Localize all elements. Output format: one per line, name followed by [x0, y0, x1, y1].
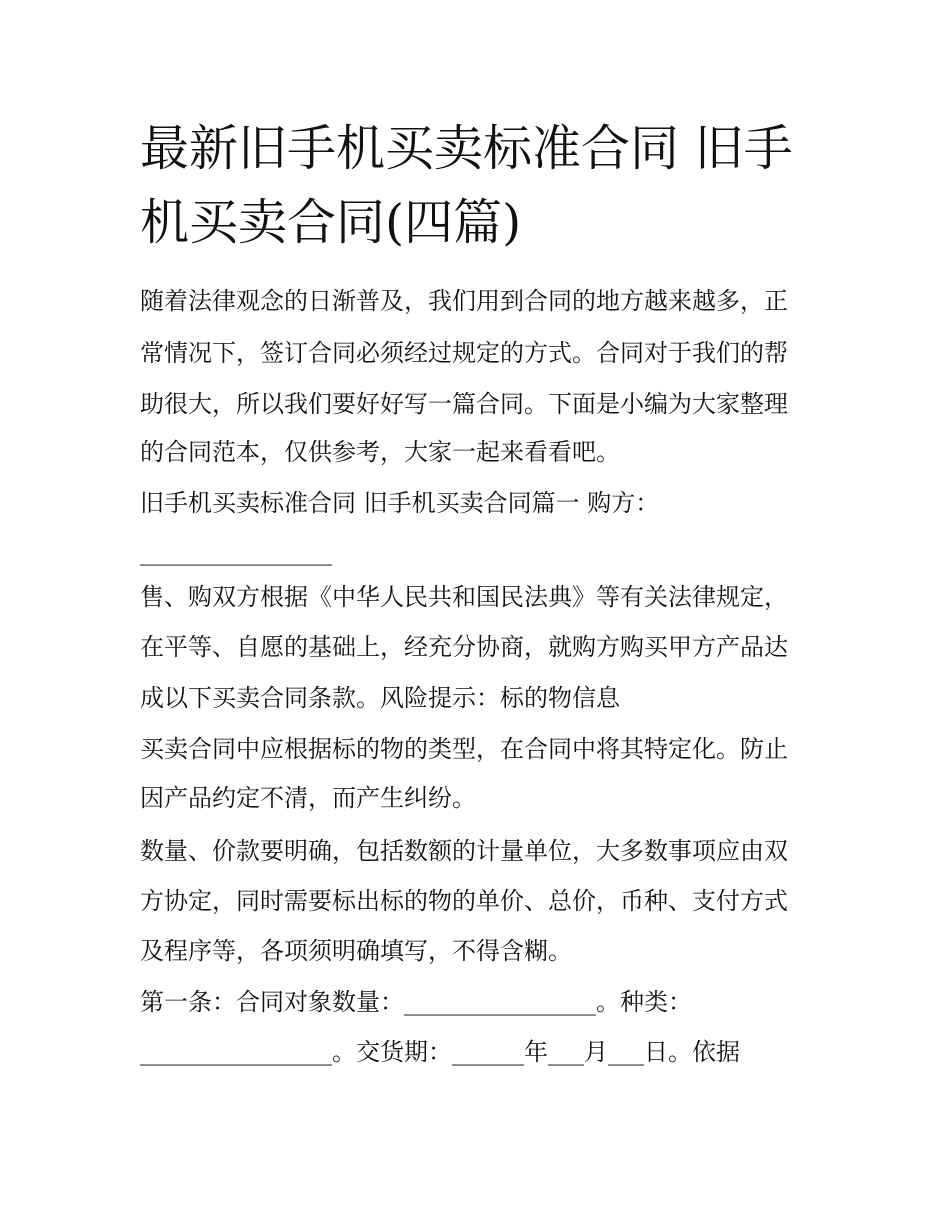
paragraph-line: 成以下买卖合同条款。风险提示：标的物信息 [140, 684, 620, 712]
paragraph-line: 及程序等，各项须明确填写，不得含糊。 [140, 937, 572, 965]
document-title: 最新旧手机买卖标准合同 旧手机买卖合同(四篇) [140, 120, 793, 251]
paragraph-line: 数量、价款要明确，包括数额的计量单位，大多数事项应由双 [140, 837, 788, 865]
paragraph-line: 助很大，所以我们要好好写一篇合同。下面是小编为大家整理 [140, 390, 788, 418]
paragraph-line: 买卖合同中应根据标的物的类型，在合同中将其特定化。防止 [140, 735, 788, 763]
paragraph-line: 旧手机买卖标准合同 旧手机买卖合同篇一 购方： [140, 489, 660, 517]
paragraph-line: 随着法律观念的日渐普及，我们用到合同的地方越来越多，正 [140, 287, 788, 315]
paragraph-line: 常情况下，签订合同必须经过规定的方式。合同对于我们的帮 [140, 339, 788, 367]
paragraph-line: 的合同范本，仅供参考，大家一起来看看吧。 [140, 438, 620, 466]
paragraph-line: 因产品约定不清，而产生纠纷。 [140, 784, 476, 812]
paragraph-line: 在平等、自愿的基础上，经充分协商，就购方购买甲方产品达 [140, 633, 788, 661]
paragraph-line: 售、购双方根据《中华人民共和国民法典》等有关法律规定， [140, 583, 788, 611]
paragraph-line: 方协定，同时需要标出标的物的单价、总价，币种、支付方式 [140, 887, 788, 915]
blank-line: ________________ [140, 538, 332, 566]
paragraph-line: 第一条：合同对象数量：________________。种类： [140, 988, 692, 1016]
paragraph-line: ________________。交货期：______年___月___日。依据 [140, 1038, 740, 1066]
